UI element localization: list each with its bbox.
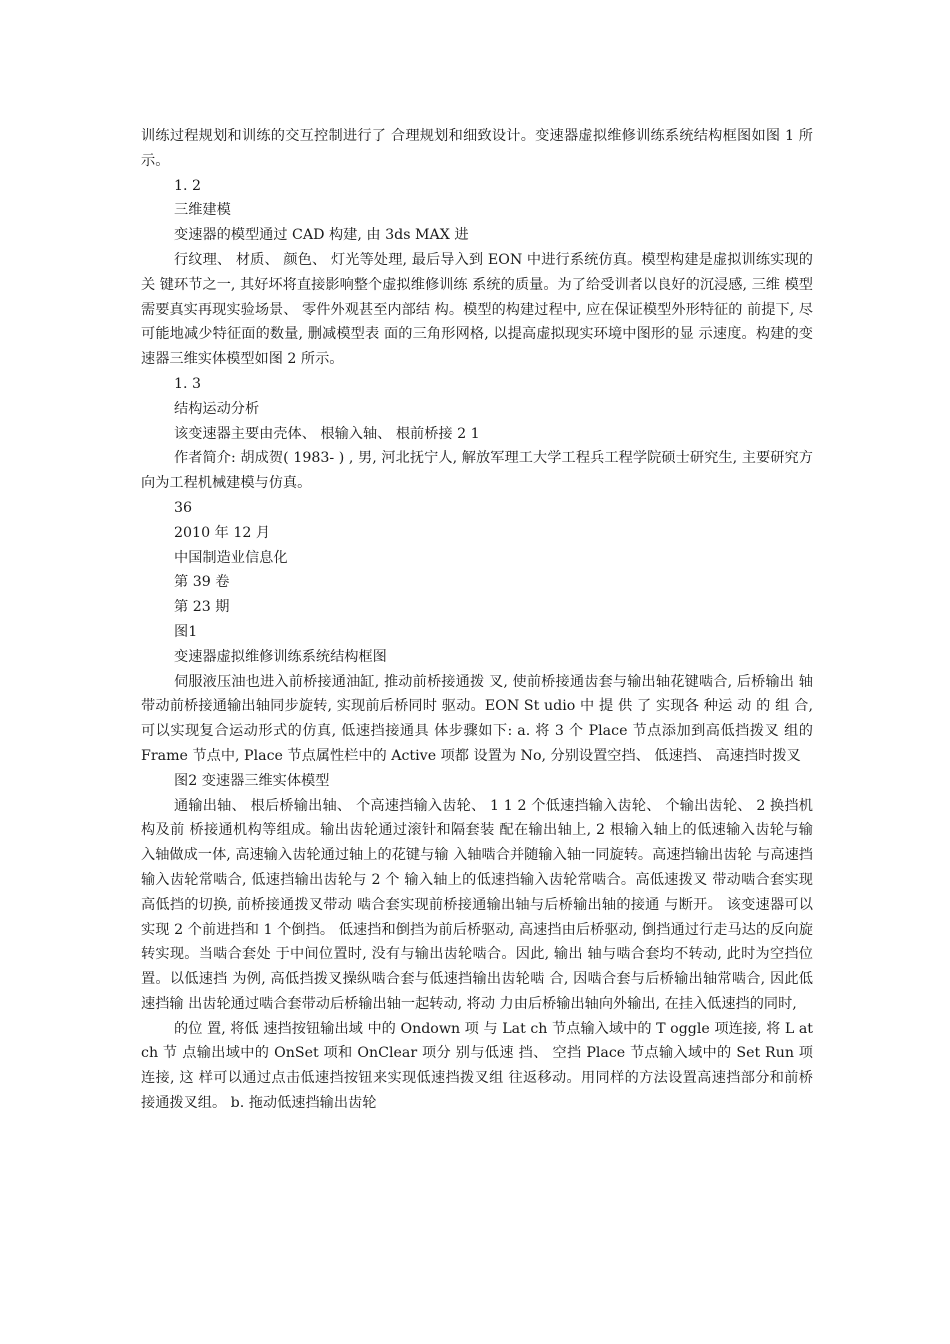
- author-note: 作者简介: 胡成贺( 1983- ) , 男, 河北抚宁人, 解放军理工大学工程兵工程学院硕士研究生, 主要研究方向为工程机械建模与仿真。: [141, 450, 813, 492]
- journal-name: 中国制造业信息化: [174, 549, 288, 566]
- issue-date: 2010 年 12 月: [174, 524, 271, 541]
- paragraph-place-nodes: 的位 置, 将低 速挡按钮输出域 中的 Ondown 项 与 Lat ch 节点输入域中的 T oggle 项连接, 将 L at ch 节 点输出域中的 OnSet 项和 OnClear 项分 别与低速 挡、 空挡 Place 节点输入域中的 Set Run 项连接, 这 样可以通过点击低速挡按钮来实现低速挡拨叉组 往返移动。用同样的方法设置高速挡部分和前桥 接通拨叉组。 b. 拖动低速挡输出齿轮: [141, 1020, 813, 1112]
- paragraph-hydraulic: 伺服液压油也进入前桥接通油缸, 推动前桥接通拨 叉, 使前桥接通齿套与输出轴花键啮合, 后桥输出 轴带动前桥接通输出轴同步旋转, 实现前后桥同时 驱动。EON St udio 中 提 供 了 实现各 种运 动 的 组 合, 可以实现复合运动形式的仿真, 低速挡接通具 体步骤如下: a. 将 3 个 Place 节点添加到高低挡拨叉 组的 Frame 节点中, Place 节点属性栏中的 Active 项都 设置为 No, 分别设置空挡、 低速挡、 高速挡时拨叉: [141, 673, 813, 764]
- section-number-1-3: 1. 3: [174, 375, 202, 392]
- paragraph-gears: 通输出轴、 根后桥输出轴、 个高速挡输入齿轮、 1 1 2 个低速挡输入齿轮、 个输出齿轮、 2 换挡机构及前 桥接通机构等组成。输出齿轮通过滚针和隔套装 配在输出轴上, 2 根输入轴上的低速输入齿轮与输 入轴做成一体, 高速输入齿轮通过轴上的花键与输 入轴啮合并随输入轴一同旋转。高速挡输出齿轮 与高速挡输入齿轮常啮合, 低速挡输出齿轮与 2 个 输入轴上的低速挡输入齿轮常啮合。高低速拨叉 带动啮合套实现高低挡的切换, 前桥接通拨叉带动 啮合套实现前桥接通输出轴与后桥输出轴的接通 与断开。 该变速器可以实现 2 个前进挡和 1 个倒挡。 低速挡和倒挡为前后桥驱动, 高速挡由后桥驱动, 倒挡通过行走马达的反向旋转实现。当啮合套处 于中间位置时, 没有与输出齿轮啮合。因此, 输出 轴与啮合套均不转动, 此时为空挡位置。以低速挡 为例, 高低挡拨叉操纵啮合套与低速挡输出齿轮啮 合, 因啮合套与后桥输出轴常啮合, 因此低速挡输 出齿轮通过啮合套带动后桥输出轴一起转动, 将动 力由后桥输出轴向外输出, 在挂入低速挡的同时,: [141, 797, 813, 1012]
- paragraph-model-build: 行纹理、 材质、 颜色、 灯光等处理, 最后导入到 EON 中进行系统仿真。模型构建是虚拟训练实现的关 键环节之一, 其好坏将直接影响整个虚拟维修训练 系统的质量。为了给受训者以良好的沉浸感, 三维 模型需要真实再现实验场景、 零件外观甚至内部结 构。模型的构建过程中, 应在保证模型外形特征的 前提下, 尽可能地减少特征面的数量, 删减模型表 面的三角形网格, 以提高虚拟现实环境中图形的显 示速度。构建的变速器三维实体模型如图 2 所示。: [141, 251, 813, 368]
- figure-1-caption: 变速器虚拟维修训练系统结构框图: [174, 648, 387, 665]
- document-page: [141, 124, 813, 1116]
- section-heading-modeling: 三维建模: [174, 202, 231, 219]
- journal-issue: 第 23 期: [174, 599, 230, 616]
- section-heading-motion: 结构运动分析: [174, 400, 260, 417]
- paragraph-model-cad: 变速器的模型通过 CAD 构建, 由 3ds MAX 进: [174, 227, 469, 244]
- journal-volume: 第 39 卷: [174, 574, 230, 591]
- paragraph-intro: 训练过程规划和训练的交互控制进行了 合理规划和细致设计。变速器虚拟维修训练系统结构框图如图 1 所示。: [141, 128, 813, 169]
- paragraph-structure: 该变速器主要由壳体、 根输入轴、 根前桥接 2 1: [174, 425, 480, 442]
- figure-2-caption: 图2 变速器三维实体模型: [174, 772, 330, 789]
- figure-1-label: 图1: [174, 623, 198, 640]
- section-number-1-2: 1. 2: [174, 177, 202, 194]
- page-number: 36: [174, 499, 193, 516]
